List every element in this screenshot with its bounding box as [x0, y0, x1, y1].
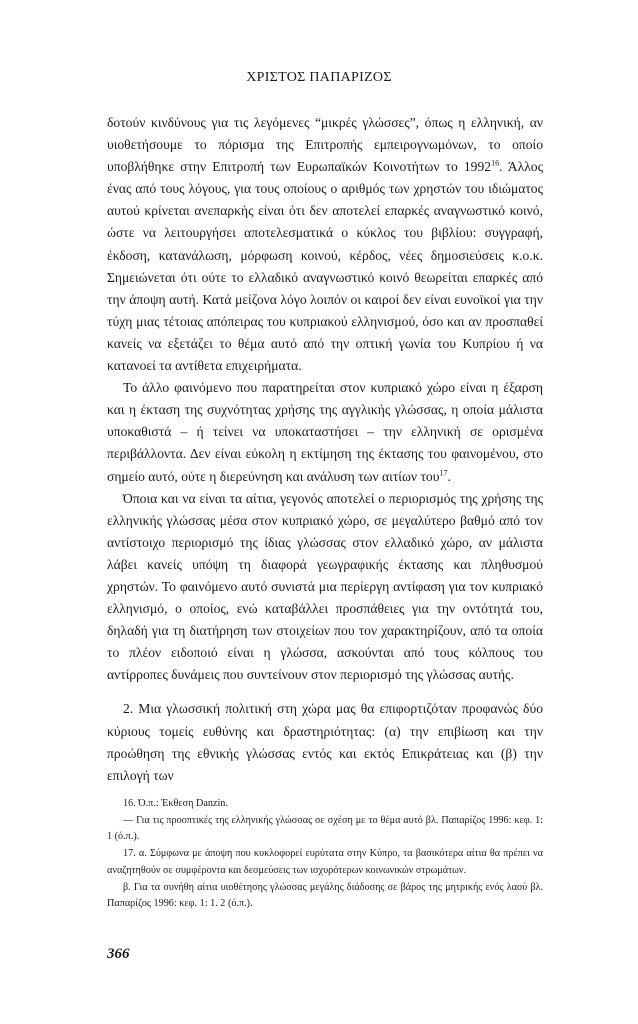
running-header: ΧΡΙΣΤΟΣ ΠΑΠΑΡΙΖΟΣ	[246, 70, 392, 85]
paragraph-2-part-b: .	[447, 468, 451, 484]
footnote-17a: 17. α. Σύμφωνα με άποψη που κυκλοφορεί ευρύτατα στην Κύπρο, τα βασικότερα αίτια θα πρέπει να αναζητηθούν σε συμφέροντα και δεσμεύσεις των ισχυρότερων κοινωνικών στρωμάτων.	[107, 848, 543, 876]
page-number: 366	[107, 946, 130, 962]
main-text	[107, 112, 543, 787]
footnote-16-note: — Για τις προοπτικές της ελληνικής γλώσσας σε σχέση με το θέμα αυτό βλ. Παπαρίζος 1996: κεφ. 1: 1 (ό.π.).	[107, 814, 543, 843]
footnote-17b: β. Για τα συνήθη αίτια υιοθέτησης γλώσσας μεγάλης διάδοσης σε βάρος της μητρικής ενός λαού βλ. Παπαρίζος 1996: κεφ. 1: 1. 2 (ό.π.).	[107, 881, 543, 910]
footnote-ref-16: 16	[491, 158, 500, 168]
paragraph-1-part-a: δοτούν κινδύνους για τις λεγόμενες “μικρές γλώσσες”, όπως η ελληνική, αν υιοθετήσουμε το πόρισμα της Επιτροπής εμπειρογνωμόνων, το οποίο υποβλήθηκε στην Επιτροπή των Ευρωπαϊκών Κοινοτήτων το 1992	[107, 115, 543, 175]
paragraph-4: 2. Μια γλωσσική πολιτική στη χώρα μας θα επιφορτιζόταν προφανώς δύο κύριους τομείς ευθύνης και δραστηριότητας: (α) την επιβίωση και την προώθηση της εθνικής γλώσσας εντός και εκτός Επικράτειας και (β) την επιλογή των	[107, 701, 543, 783]
paragraph-1	[107, 112, 543, 377]
footnotes	[107, 796, 543, 913]
paragraph-2	[107, 377, 543, 487]
paragraph-2-part-a: Το άλλο φαινόμενο που παρατηρείται στον κυπριακό χώρο είναι η έξαρση και η έκταση της συχνότητας χρήσης της αγγλικής γλώσσας, η οποία μάλιστα υποκαθιστά – ή τείνει να υποκαταστήσει – την ελληνική σε ορισμένα περιβάλλοντα. Δεν είναι εύκολη η εκτίμηση της έκτασης του φαινομένου, στο σημείο αυτό, ούτε η διερεύνηση και ανάλυση των αιτίων του	[107, 380, 543, 484]
paragraph-3: Όποια και να είναι τα αίτια, γεγονός αποτελεί ο περιορισμός της χρήσης της ελληνικής γλώσσας μέσα στον κυπριακό χώρο, σε μεγαλύτερο βαθμό από τον αντίστοιχο περιορισμό της ίδιας γλώσσας στον ελλαδικό χώρο, αν μάλιστα λάβει κανείς υπόψη τη διαφορά γεωγραφικής έκτασης και πληθυσμού χρηστών. Το φαινόμενο αυτό συνιστά μια περίεργη αντίφαση για τον κυπριακό ελληνισμό, ο οποίος, ενώ καταβάλλει προσπάθειες για την οντότητά του, δηλαδή για τη διατήρηση των στοιχείων που τον χαρακτηρίζουν, από τα οποία το πλέον ειδοποιό είναι η γλώσσα, ασκούνται από τους κόλπους του αντίρροπες δυνάμεις που συντείνουν στον περιορισμό της γλώσσας αυτής.	[107, 490, 543, 683]
footnote-ref-17: 17	[439, 467, 448, 477]
paragraph-1-part-b: . Άλλος ένας από τους λόγους, για τους οποίους ο αριθμός των χρηστών του ιδιώματος αυτού κρίνεται ανεπαρκής είναι ότι δεν αποτελεί επαρκές αναγνωστικό κοινό, ώστε να λειτουργήσει αποτελεσματικά ο κύκλος του βιβλίου: συγγραφή, έκδοση, κατανάλωση, μόρφωση κοινού, κέρδος, νέες δημοσιεύσεις κ.ο.κ. Σημειώνεται ότι ούτε το ελλαδικό αναγνωστικό κοινό θεωρείται επαρκές από την άποψη αυτή. Κατά μείζονα λόγο λοιπόν οι καιροί δεν είναι ευνοϊκοί για την τύχη μιας τέτοιας απόπειρας του κυπριακού ελληνισμού, όσο και αν προσπαθεί κανείς να εξετάζει το θέμα αυτό από την οπτική γωνία του Κυπρίου ή να κατανοεί τα αντίθετα επιχειρήματα.	[107, 159, 543, 374]
footnote-16: 16. Ό.π.: Έκθεση Danzin.	[123, 798, 228, 809]
